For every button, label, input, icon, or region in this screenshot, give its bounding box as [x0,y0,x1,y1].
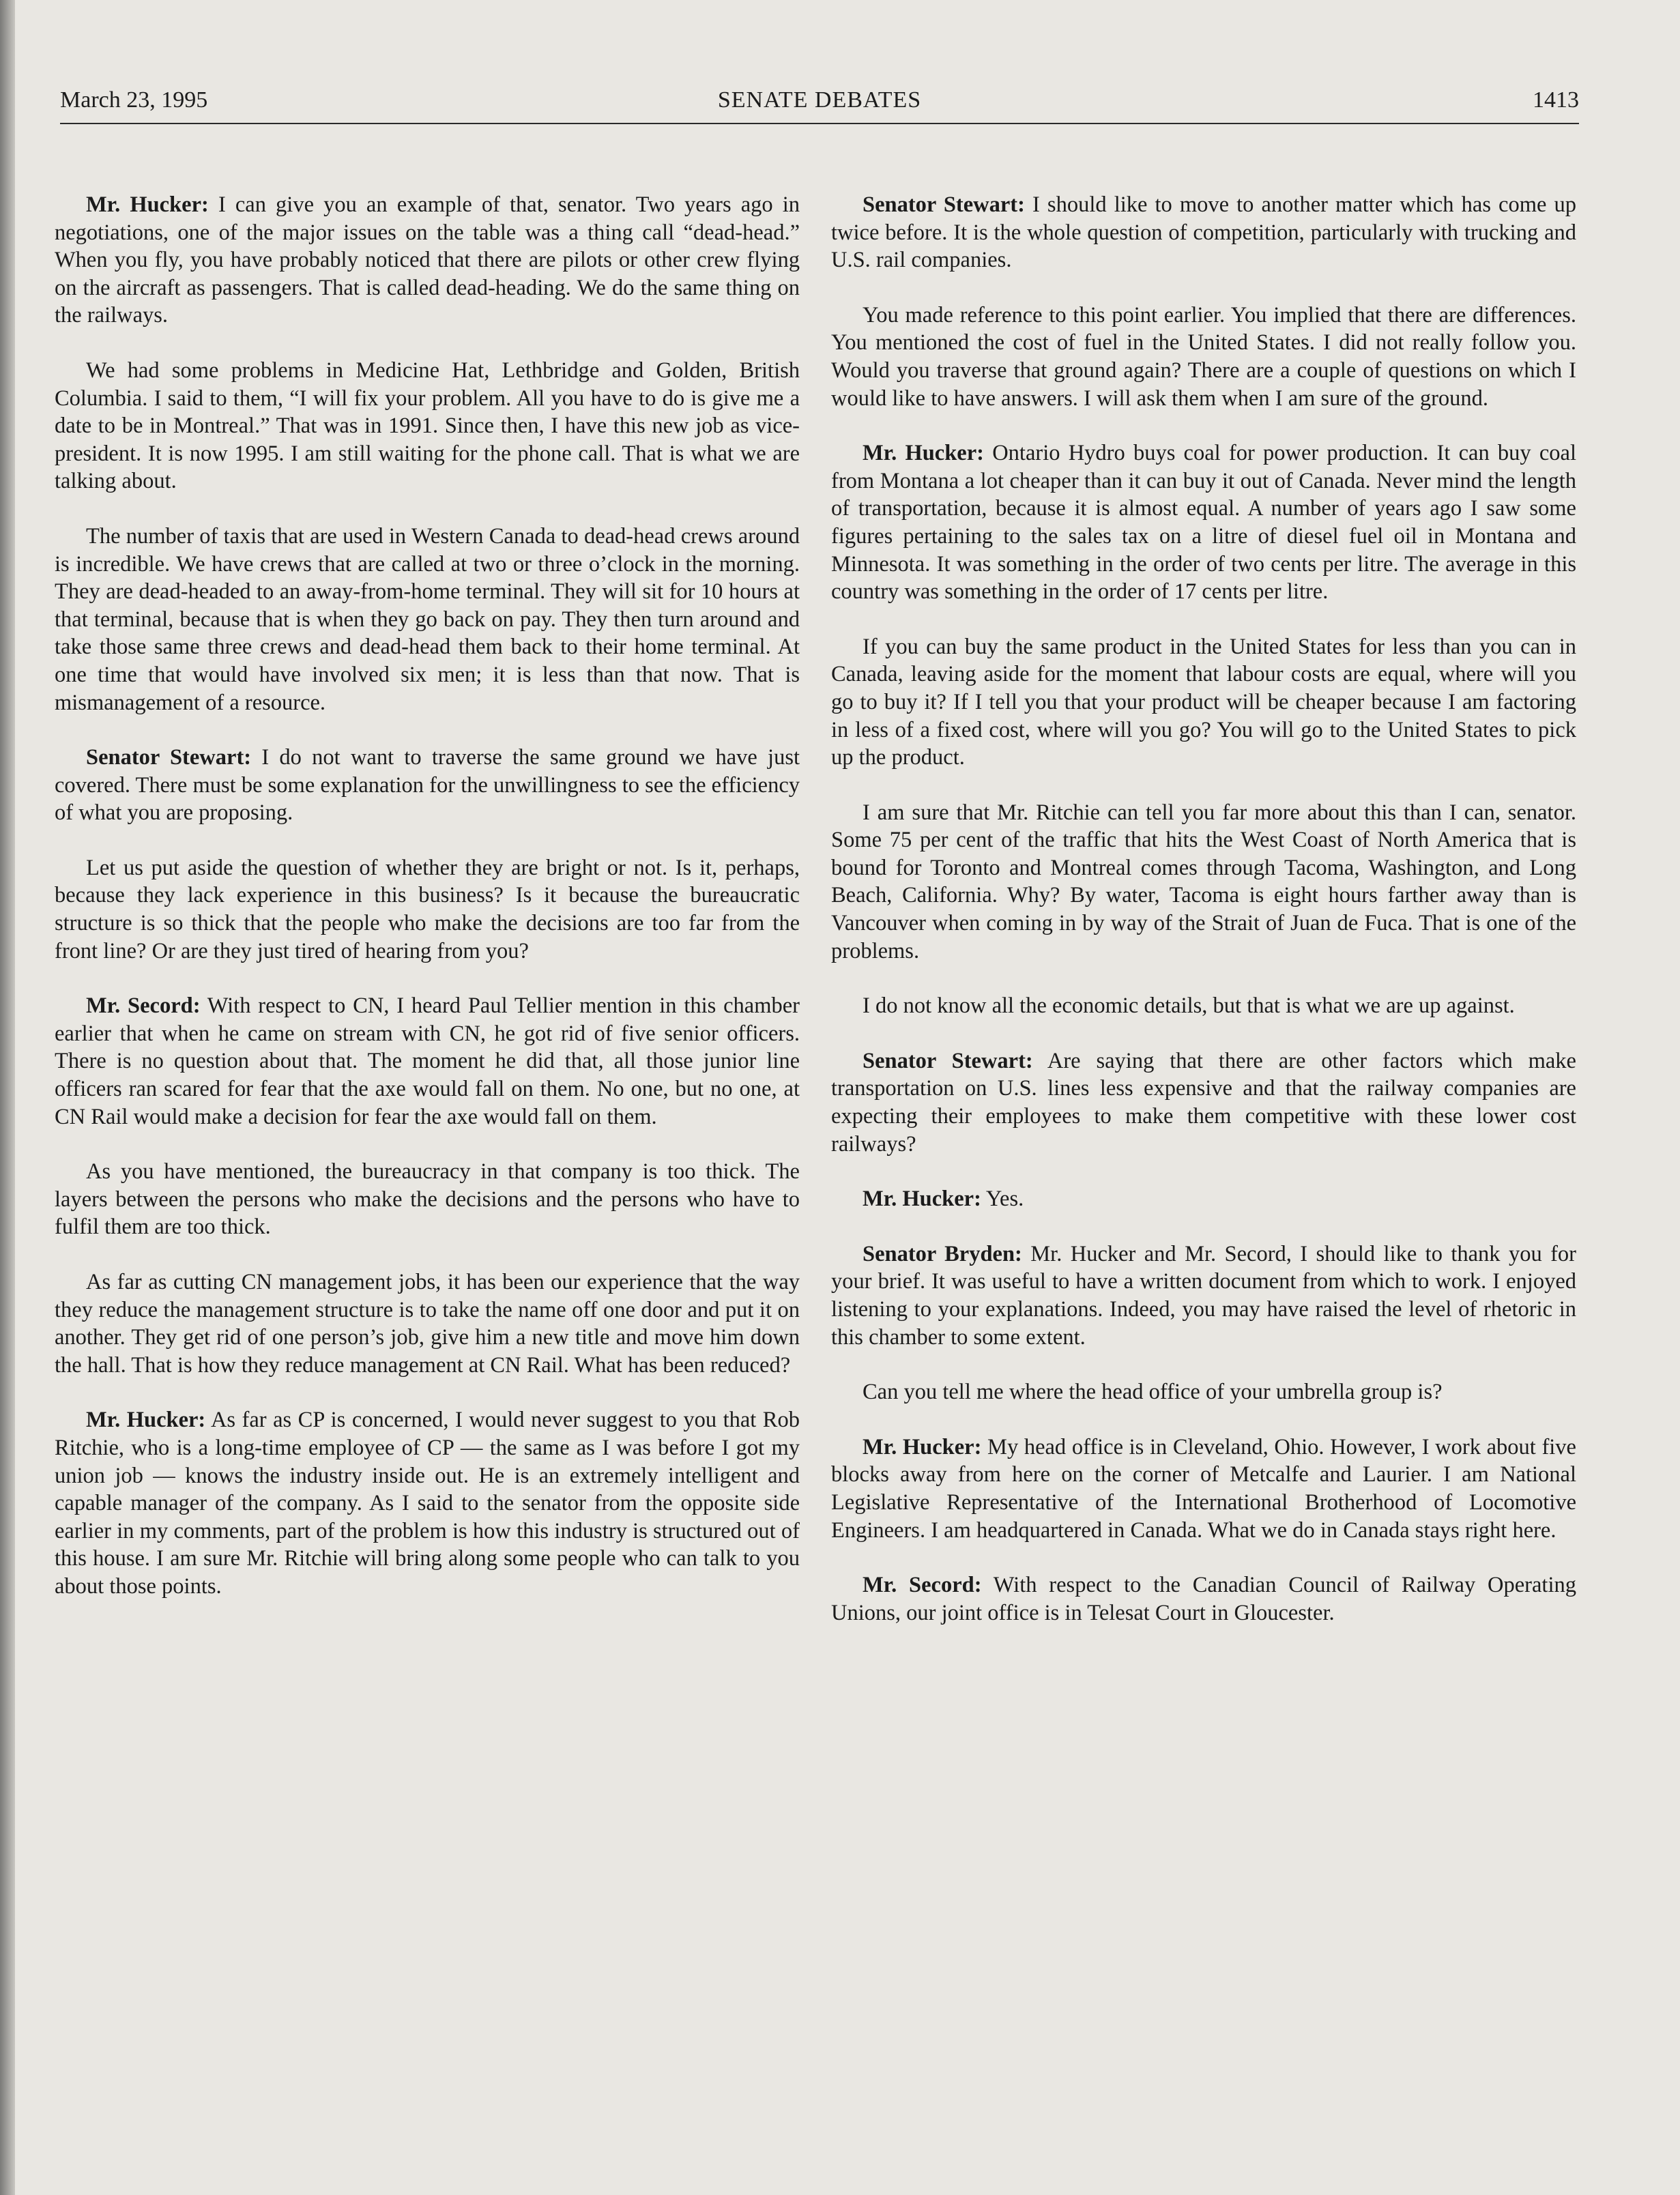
speaker-name: Senator Stewart: [86,745,252,770]
paragraph-text: I am sure that Mr. Ritchie can tell you far more about this than I can, senator. Some 75 per cent of the traffic that hits the West Coast of North America that is bound for Toronto and Montreal comes through Tacoma, Washington, and Long Beach, California. Why? By water, Tacoma is eight hours farther away than is Vancouver when coming in by way of the Strait of Juan de Fuca. That is one of the problems. [831,800,1576,963]
paragraph-text: You made reference to this point earlier. You implied that there are differences. You mentioned the cost of fuel in the United States. I did not really follow you. Would you traverse that ground again? There are a couple of questions on which I would like to have answers. I will ask them when I am sure of the ground. [831,302,1576,411]
paragraph-text: With respect to the Canadian Council of Railway Operating Unions, our joint office is in Telesat Court in Gloucester. [831,1573,1576,1625]
paragraph-text: Yes. [985,1187,1024,1212]
header-date: March 23, 1995 [60,87,208,113]
paragraph-text: We had some problems in Medicine Hat, Lethbridge and Golden, British Columbia. I said to them, “I will fix your problem. All you have to do is give me a date to be in Montreal.” That was in 1991. Since then, I have this new job as vice-president. It is now 1995. I am still waiting for the phone call. That is what we are talking about. [55,358,800,494]
speaker-name: Mr. Hucker: [86,192,209,217]
speaker-name: Mr. Secord: [863,1573,982,1598]
left-column [55,191,800,1628]
paragraph [55,191,800,330]
paragraph [55,1406,800,1600]
paragraph-text: Ontario Hydro buys coal for power production. It can buy coal from Montana a lot cheaper than it can buy it out of Canada. Never mind the length of transportation, because it is almost equal. A number of years ago I saw some figures pertaining to the sales tax on a litre of diesel fuel oil in Montana and Minnesota. It was something in the order of two cents per litre. The average in this country was something in the order of 17 cents per litre. [831,441,1576,605]
speaker-name: Mr. Hucker: [863,1434,982,1459]
header-page-number: 1413 [1533,87,1579,113]
header-title: SENATE DEBATES [717,87,922,113]
paragraph [831,302,1576,412]
speaker-name: Senator Bryden: [863,1241,1022,1266]
paragraph-text: I should like to move to another matter which has come up twice before. It is the whole question of competition, particularly with trucking and U.S. rail companies. [831,192,1577,273]
speaker-name: Mr. Secord: [86,993,201,1019]
paragraph [55,1158,800,1241]
paragraph [831,633,1576,772]
paragraph [55,744,800,827]
page-edge-shadow [0,0,15,2195]
right-column [831,191,1576,1654]
paragraph [831,1571,1576,1627]
paragraph-text: As you have mentioned, the bureaucracy in that company is too thick. The layers between the persons who make the decisions and the persons who have to fulfil them are too thick. [55,1159,800,1240]
speaker-name: Mr. Hucker: [863,1187,981,1212]
paragraph-text: The number of taxis that are used in Western Canada to dead-head crews around is incredible. We have crews that are called at two or three o’clock in the morning. They are dead-headed to an away-from-home terminal. They will sit for 10 hours at that terminal, because that is when they go back on pay. They then turn around and take those same three crews and dead-head them back to their home terminal. At one time that would have involved six men; it is less than that now. That is mismanagement of a resource. [55,523,800,715]
paragraph-text: With respect to CN, I heard Paul Tellier mention in this chamber earlier that when he came on stream with CN, he got rid of five senior officers. There is no question about that. The moment he did that, all those junior line officers ran scared for fear that the axe would fall on them. No one, but no one, at CN Rail would make a decision for fear the axe would fall on them. [55,993,800,1129]
paragraph [831,1434,1576,1544]
page-header [60,87,1579,124]
paragraph-text: I do not know all the economic details, but that is what we are up against. [863,993,1515,1019]
paragraph-text: If you can buy the same product in the United States for less than you can in Canada, leaving aside for the moment that labour costs are equal, where will you go to buy it? If I tell you that your product will be cheaper because I am factoring in less of a fixed cost, where will you go? You will go to the United States to pick up the product. [831,634,1576,770]
paragraph [55,357,800,495]
paragraph [831,191,1576,274]
paragraph [831,1047,1576,1158]
paragraph [831,1185,1576,1213]
speaker-name: Mr. Hucker: [86,1408,206,1433]
paragraph-text: Let us put aside the question of whether they are bright or not. Is it, perhaps, because they lack experience in this business? Is it because the bureaucratic structure is so thick that the people who make the decisions are too far from the front line? Or are they just tired of hearing from you? [55,855,800,963]
paragraph-text: I do not want to traverse the same ground we have just covered. There must be some explanation for the unwillingness to see the efficiency of what you are proposing. [55,745,800,826]
paragraph-text: Mr. Hucker and Mr. Secord, I should like to thank you for your brief. It was useful to have a written document from which to work. I enjoyed listening to your explanations. Indeed, you may have raised the level of rhetoric in this chamber to some extent. [831,1241,1576,1350]
paragraph [55,523,800,716]
paragraph-text: My head office is in Cleveland, Ohio. However, I work about five blocks away from here on the corner of Metcalfe and Laurier. I am National Legislative Representative of the International Brotherhood of Locomotive Engineers. I am headquartered in Canada. What we do in Canada stays right here. [831,1434,1576,1543]
paragraph [831,992,1576,1020]
paragraph [55,854,800,965]
paragraph [831,1240,1576,1351]
paragraph [55,1268,800,1379]
paragraph [831,439,1576,606]
paragraph-text: Are saying that there are other factors which make transportation on U.S. lines less expensive and that the railway companies are expecting their employees to make them competitive with these lower cost railways? [831,1048,1576,1157]
paragraph [55,992,800,1131]
paragraph-text: I can give you an example of that, senator. Two years ago in negotiations, one of the major issues on the table was a thing call “dead-head.” When you fly, you have probably noticed that there are pilots or other crew flying on the aircraft as passengers. That is called dead-heading. We do the same thing on the railways. [55,192,800,328]
speaker-name: Senator Stewart: [863,192,1025,217]
paragraph [831,1378,1576,1406]
speaker-name: Mr. Hucker: [863,441,984,466]
paragraph-text: Can you tell me where the head office of your umbrella group is? [863,1380,1443,1405]
speaker-name: Senator Stewart: [863,1048,1033,1073]
paragraph [831,799,1576,965]
paragraph-text: As far as CP is concerned, I would never suggest to you that Rob Ritchie, who is a long-time employee of CP — the same as I was before I got my union job — knows the industry inside out. He is an extremely intelligent and capable manager of the company. As I said to the senator from the opposite side earlier in my comments, part of the problem is how this industry is structured out of this house. I am sure Mr. Ritchie will bring along some people who can talk to you about those points. [55,1408,800,1599]
paragraph-text: As far as cutting CN management jobs, it has been our experience that the way they reduce the management structure is to take the name off one door and put it on another. They get rid of one person’s job, give him a new title and move him down the hall. That is how they reduce management at CN Rail. What has been reduced? [55,1270,800,1378]
